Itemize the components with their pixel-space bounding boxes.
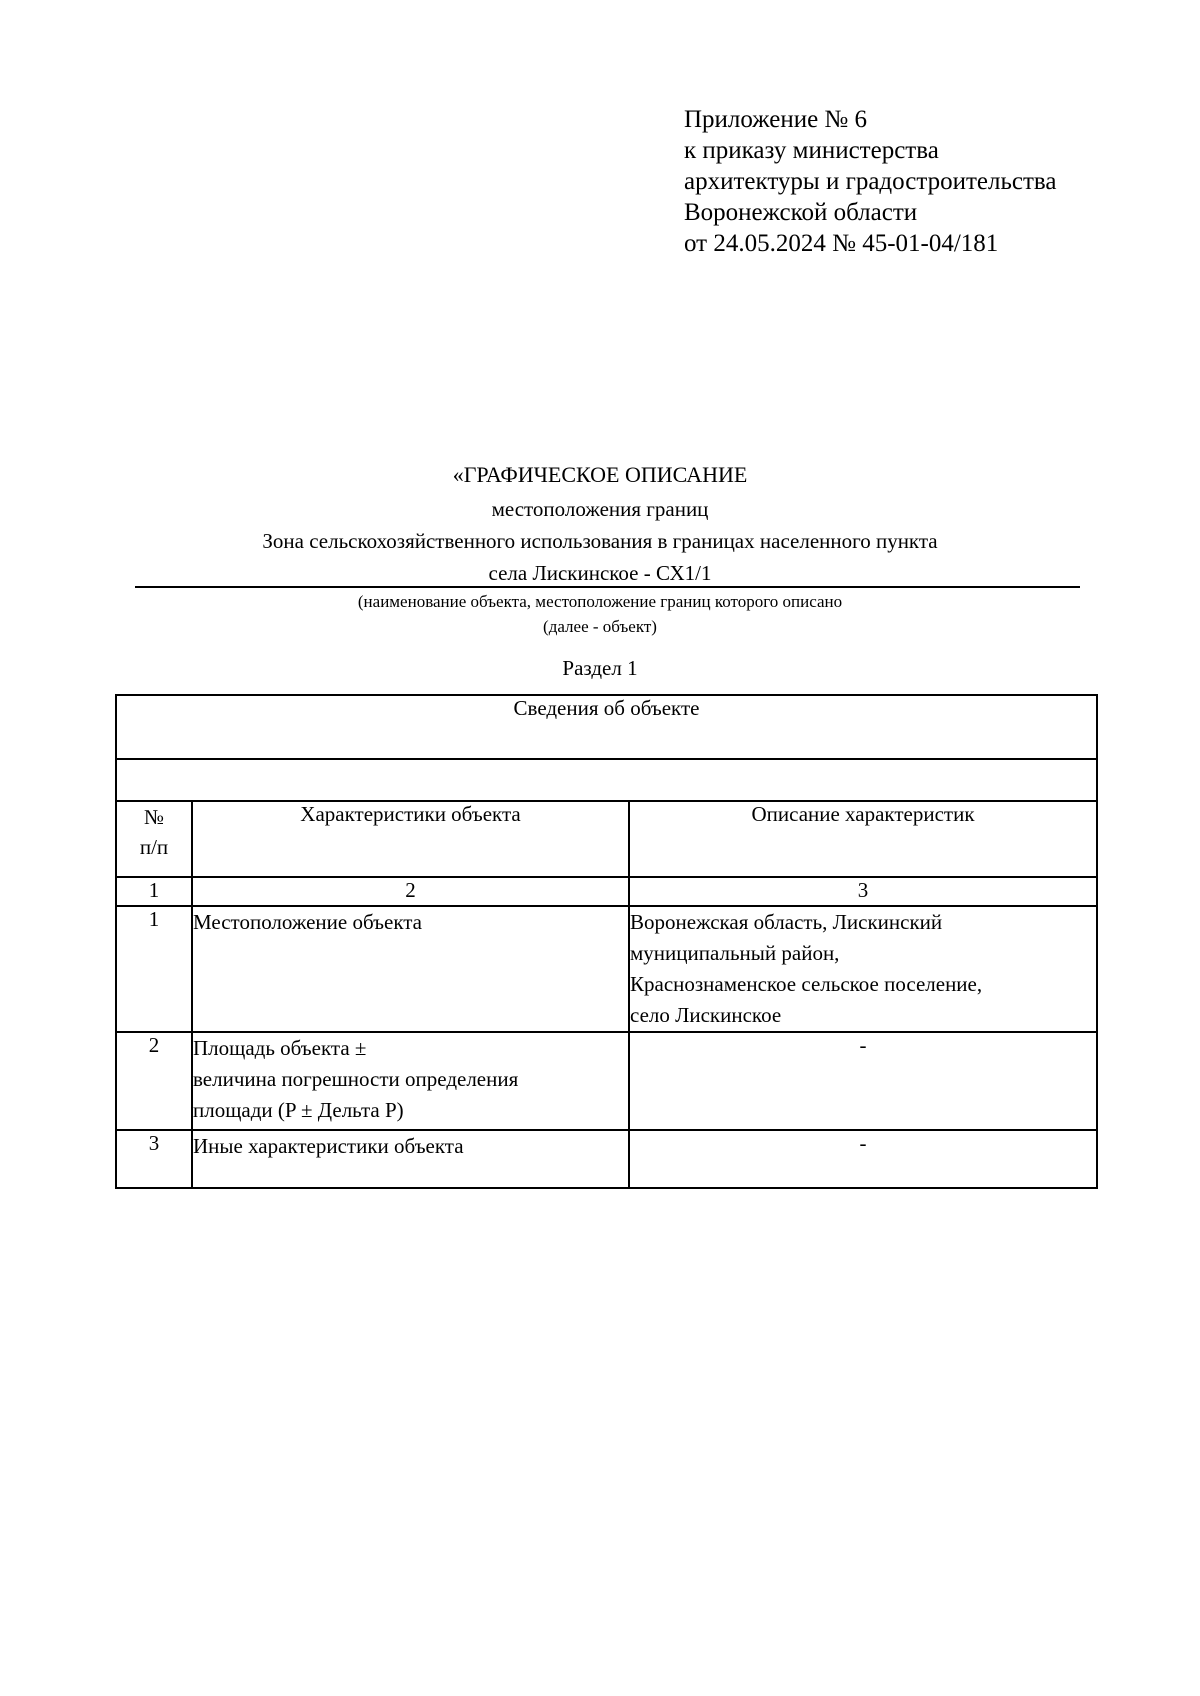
row-description: -	[629, 1032, 1097, 1130]
appendix-title: Приложение № 6	[684, 106, 868, 133]
table-blank-row	[116, 759, 1097, 801]
column-index-2: 2	[192, 877, 629, 906]
appendix-order-line: к приказу министерства	[684, 137, 939, 164]
appendix-region-line: Воронежской области	[684, 199, 918, 226]
object-name-line-1: Зона сельскохозяйственного использования в границах населенного пункта	[262, 529, 938, 553]
table-header-row	[116, 801, 1097, 877]
column-index-3: 3	[629, 877, 1097, 906]
header-description: Описание характеристик	[629, 801, 1097, 877]
header-number-sign: №	[143, 805, 165, 829]
header-number-abbr: п/п	[139, 835, 169, 859]
description-line: село Лискинское	[630, 1003, 782, 1027]
description-line: муниципальный район,	[630, 941, 840, 965]
appendix-ministry-line: архитектуры и градостроительства	[684, 168, 1057, 195]
section-title: Раздел 1	[562, 656, 638, 680]
table-blank-cell	[116, 759, 1097, 801]
object-name-underline	[135, 586, 1080, 588]
header-characteristics: Характеристики объекта	[192, 801, 629, 877]
table-caption: Сведения об объекте	[116, 695, 1097, 759]
object-name-note-line-2: (далее - объект)	[543, 617, 657, 636]
characteristic-line: площади (P ± Дельта P)	[193, 1098, 404, 1122]
row-number: 1	[116, 906, 192, 1032]
document-title: «ГРАФИЧЕСКОЕ ОПИСАНИЕ	[452, 462, 748, 487]
appendix-date-number: от 24.05.2024 № 45-01-04/181	[684, 230, 999, 257]
table-caption-row	[116, 695, 1097, 759]
object-info-table	[115, 694, 1098, 1189]
column-index-1: 1	[116, 877, 192, 906]
document-subtitle: местоположения границ	[491, 497, 709, 521]
row-description: -	[629, 1130, 1097, 1188]
object-name-line-2: села Лискинское - СХ1/1	[488, 561, 712, 585]
appendix-block	[684, 104, 1056, 259]
row-number: 2	[116, 1032, 192, 1130]
characteristic-line: величина погрешности определения	[193, 1067, 519, 1091]
row-number: 3	[116, 1130, 192, 1188]
header-number	[116, 801, 192, 877]
column-index-row	[116, 877, 1097, 906]
table-row	[116, 1130, 1097, 1188]
row-description	[629, 906, 1097, 1032]
table-row	[116, 1032, 1097, 1130]
row-characteristic: Местоположение объекта	[192, 906, 629, 1032]
object-name-note-line-1: (наименование объекта, местоположение границ которого описано	[357, 592, 843, 611]
row-characteristic: Иные характеристики объекта	[192, 1130, 629, 1188]
description-line: Краснознаменское сельское поселение,	[630, 972, 983, 996]
table-row	[116, 906, 1097, 1032]
description-line: Воронежская область, Лискинский	[630, 910, 943, 934]
row-characteristic	[192, 1032, 629, 1130]
characteristic-line: Площадь объекта ±	[193, 1036, 367, 1060]
